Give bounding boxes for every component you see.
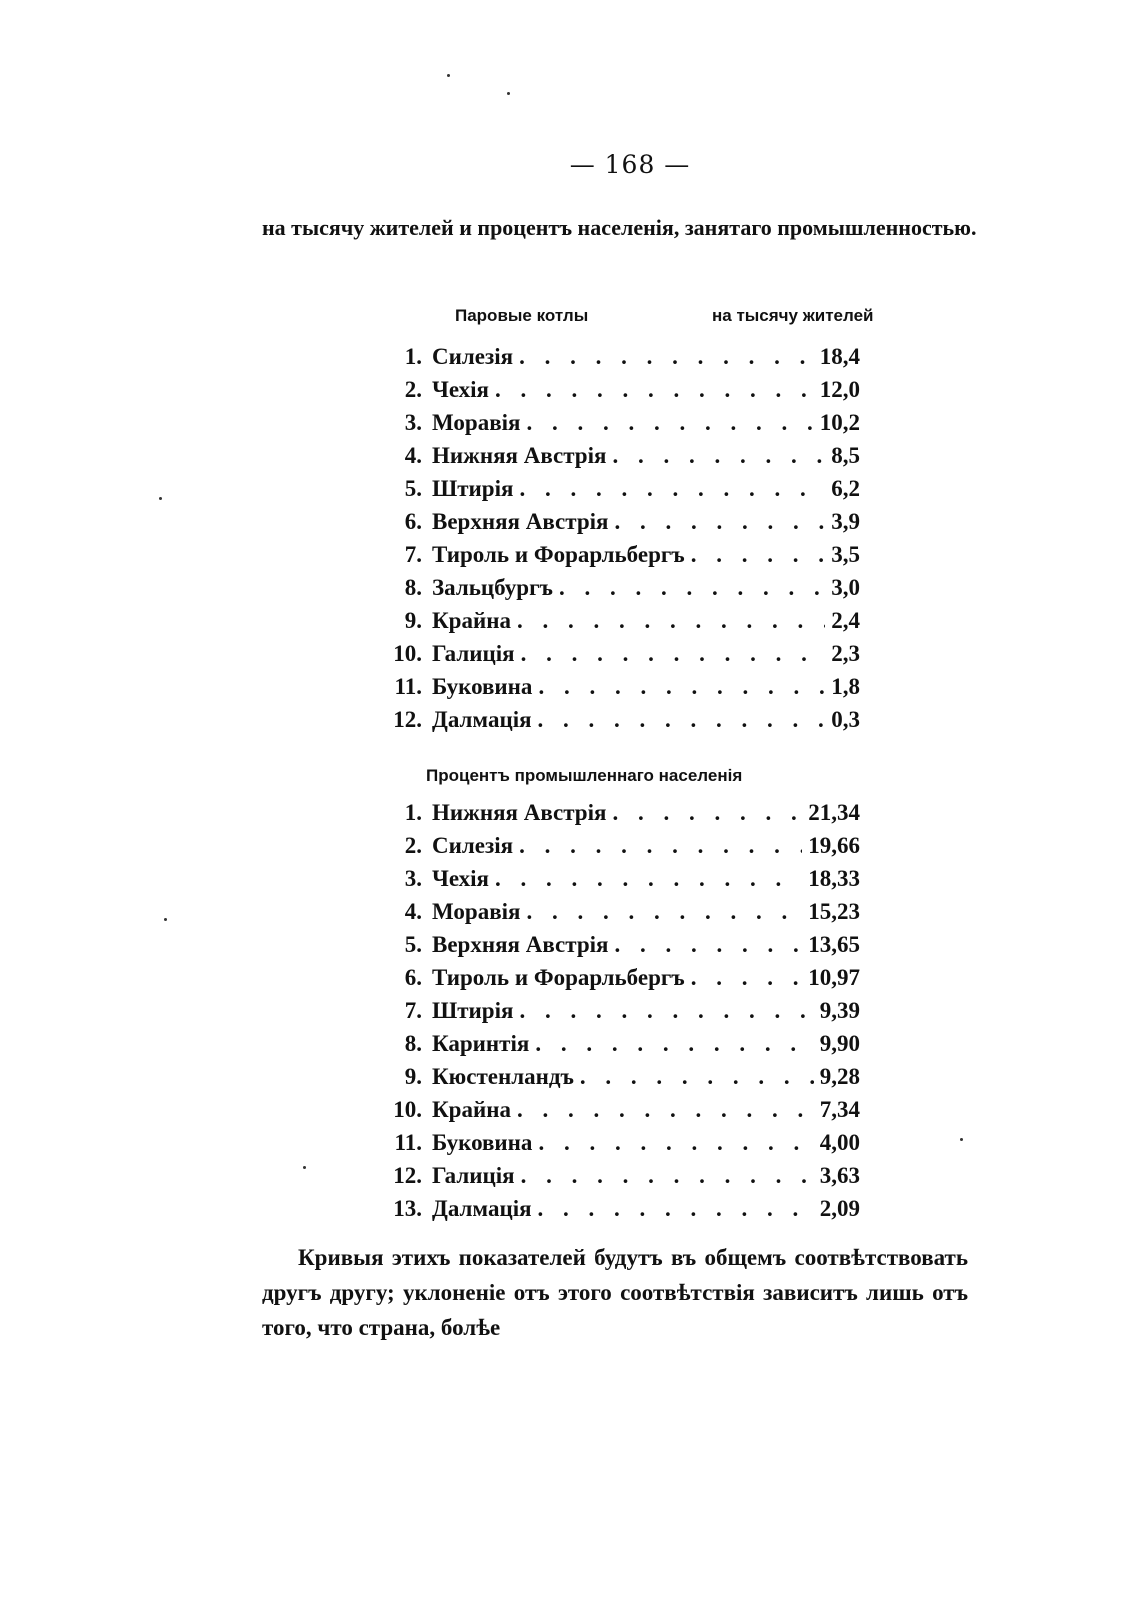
row-number: 13.: [393, 1195, 422, 1221]
row-number: 10.: [393, 640, 422, 666]
table-row: [380, 472, 860, 505]
row-value: 3,0: [831, 574, 860, 600]
row-region: Зальцбургъ: [432, 574, 553, 600]
row-value: 1,8: [831, 673, 860, 699]
table-row: [380, 373, 860, 406]
row-value: 9,90: [819, 1030, 860, 1056]
leader-dots: [519, 833, 802, 859]
row-value: 3,63: [819, 1162, 860, 1188]
leader-dots: [495, 377, 814, 403]
row-value: 19,66: [808, 832, 860, 858]
row-region: Галиція: [432, 640, 515, 666]
row-number: 11.: [394, 1129, 422, 1155]
table-row: [380, 928, 860, 961]
row-number: 9.: [404, 1063, 422, 1089]
row-value: 3,5: [831, 541, 860, 567]
row-value: 18,33: [808, 865, 860, 891]
row-value: 13,65: [808, 931, 860, 957]
leader-dots: [614, 509, 825, 535]
row-number: 1.: [404, 799, 422, 825]
row-number: 5.: [404, 931, 422, 957]
scan-speck: [447, 74, 450, 77]
leader-dots: [538, 707, 826, 733]
table-row: [380, 1126, 860, 1159]
row-number: 12.: [393, 706, 422, 732]
row-value: 9,28: [819, 1063, 860, 1089]
row-number: 10.: [393, 1096, 422, 1122]
row-region: Галиція: [432, 1162, 515, 1188]
leader-dots: [535, 1031, 813, 1057]
leader-dots: [521, 1163, 814, 1189]
table-row: [380, 571, 860, 604]
row-region: Верхняя Австрія: [432, 508, 609, 534]
row-region: Силезія: [432, 343, 514, 369]
page-number: — 168 —: [569, 150, 691, 179]
row-region: Чехія: [432, 376, 489, 402]
leader-dots: [519, 476, 825, 502]
table-row: [380, 670, 860, 703]
row-value: 7,34: [819, 1096, 860, 1122]
table-row: [380, 340, 860, 373]
table1-header-right: на тысячу жителей: [712, 306, 874, 325]
leader-dots: [538, 1196, 814, 1222]
outro-text: Кривыя этихъ показателей будутъ въ общемъ соотвѣтствовать другъ другу; уклоненіе отъ этого соотвѣтствія зависитъ лишь отъ того, что страна, болѣе: [262, 1245, 968, 1340]
leader-dots: [538, 674, 825, 700]
row-value: 2,4: [831, 607, 860, 633]
table-row: [380, 703, 860, 736]
table-row: [380, 862, 860, 895]
table-row: [380, 1159, 860, 1192]
row-value: 2,09: [819, 1195, 860, 1221]
leader-dots: [612, 443, 825, 469]
table2-header: Процентъ промышленнаго населенія: [426, 766, 743, 785]
row-region: Чехія: [432, 865, 489, 891]
row-number: 2.: [404, 376, 422, 402]
row-region: Моравія: [432, 898, 521, 924]
table-row: [380, 796, 860, 829]
table-row: [380, 1027, 860, 1060]
row-region: Нижняя Австрія: [432, 799, 607, 825]
scan-speck: [159, 497, 162, 500]
row-value: 6,2: [831, 475, 860, 501]
row-number: 3.: [404, 865, 422, 891]
row-region: Нижняя Австрія: [432, 442, 607, 468]
row-number: 2.: [404, 832, 422, 858]
row-number: 1.: [404, 343, 422, 369]
leader-dots: [612, 800, 802, 826]
row-value: 9,39: [819, 997, 860, 1023]
row-value: 18,4: [819, 343, 860, 369]
row-number: 5.: [404, 475, 422, 501]
row-value: 10,97: [808, 964, 860, 990]
row-number: 8.: [404, 1030, 422, 1056]
row-region: Крайна: [432, 1096, 511, 1122]
leader-dots: [519, 344, 814, 370]
row-region: Тироль и Форарльбергъ: [432, 964, 685, 990]
row-number: 7.: [404, 541, 422, 567]
row-region: Далмація: [432, 1195, 532, 1221]
row-number: 8.: [404, 574, 422, 600]
outro-paragraph: [262, 1240, 968, 1345]
row-region: Буковина: [432, 1129, 533, 1155]
row-value: 10,2: [819, 409, 860, 435]
table-row: [380, 895, 860, 928]
row-region: Моравія: [432, 409, 521, 435]
row-region: Силезія: [432, 832, 514, 858]
row-region: Штирія: [432, 997, 514, 1023]
table1-rows: [380, 340, 860, 736]
leader-dots: [495, 866, 802, 892]
table-row: [380, 505, 860, 538]
row-value: 4,00: [819, 1129, 860, 1155]
row-value: 12,0: [819, 376, 860, 402]
intro-paragraph: на тысячу жителей и процентъ населенія, занятаго промышленностью.: [262, 215, 977, 240]
row-number: 12.: [393, 1162, 422, 1188]
row-number: 4.: [404, 442, 422, 468]
leader-dots: [517, 1097, 814, 1123]
table2-rows: [380, 796, 860, 1225]
leader-dots: [614, 932, 802, 958]
scan-speck: [507, 92, 510, 95]
table-row: [380, 829, 860, 862]
table-row: [380, 1192, 860, 1225]
table-row: [380, 538, 860, 571]
leader-dots: [691, 542, 826, 568]
row-value: 15,23: [808, 898, 860, 924]
row-region: Далмація: [432, 706, 532, 732]
scan-speck: [164, 918, 167, 921]
table-row: [380, 994, 860, 1027]
row-region: Кюстенландъ: [432, 1063, 574, 1089]
row-region: Крайна: [432, 607, 511, 633]
leader-dots: [538, 1130, 813, 1156]
row-number: 4.: [404, 898, 422, 924]
leader-dots: [526, 899, 802, 925]
row-number: 7.: [404, 997, 422, 1023]
leader-dots: [580, 1064, 814, 1090]
table-row: [380, 1093, 860, 1126]
leader-dots: [691, 965, 803, 991]
row-region: Верхняя Австрія: [432, 931, 609, 957]
row-region: Тироль и Форарльбергъ: [432, 541, 685, 567]
row-region: Каринтія: [432, 1030, 530, 1056]
scan-speck: [960, 1138, 963, 1141]
scan-speck: [303, 1166, 306, 1169]
leader-dots: [526, 410, 813, 436]
leader-dots: [559, 575, 825, 601]
leader-dots: [521, 641, 826, 667]
row-number: 9.: [404, 607, 422, 633]
table-row: [380, 637, 860, 670]
row-value: 0,3: [831, 706, 860, 732]
row-region: Штирія: [432, 475, 514, 501]
table-row: [380, 1060, 860, 1093]
table-row: [380, 961, 860, 994]
row-region: Буковина: [432, 673, 533, 699]
row-number: 11.: [394, 673, 422, 699]
table-row: [380, 439, 860, 472]
row-value: 3,9: [831, 508, 860, 534]
row-value: 8,5: [831, 442, 860, 468]
leader-dots: [517, 608, 825, 634]
table-row: [380, 406, 860, 439]
leader-dots: [519, 998, 813, 1024]
row-number: 3.: [404, 409, 422, 435]
row-value: 2,3: [831, 640, 860, 666]
row-number: 6.: [404, 964, 422, 990]
table1-header-left: Паровые котлы: [455, 306, 589, 325]
row-number: 6.: [404, 508, 422, 534]
table-row: [380, 604, 860, 637]
row-value: 21,34: [808, 799, 860, 825]
